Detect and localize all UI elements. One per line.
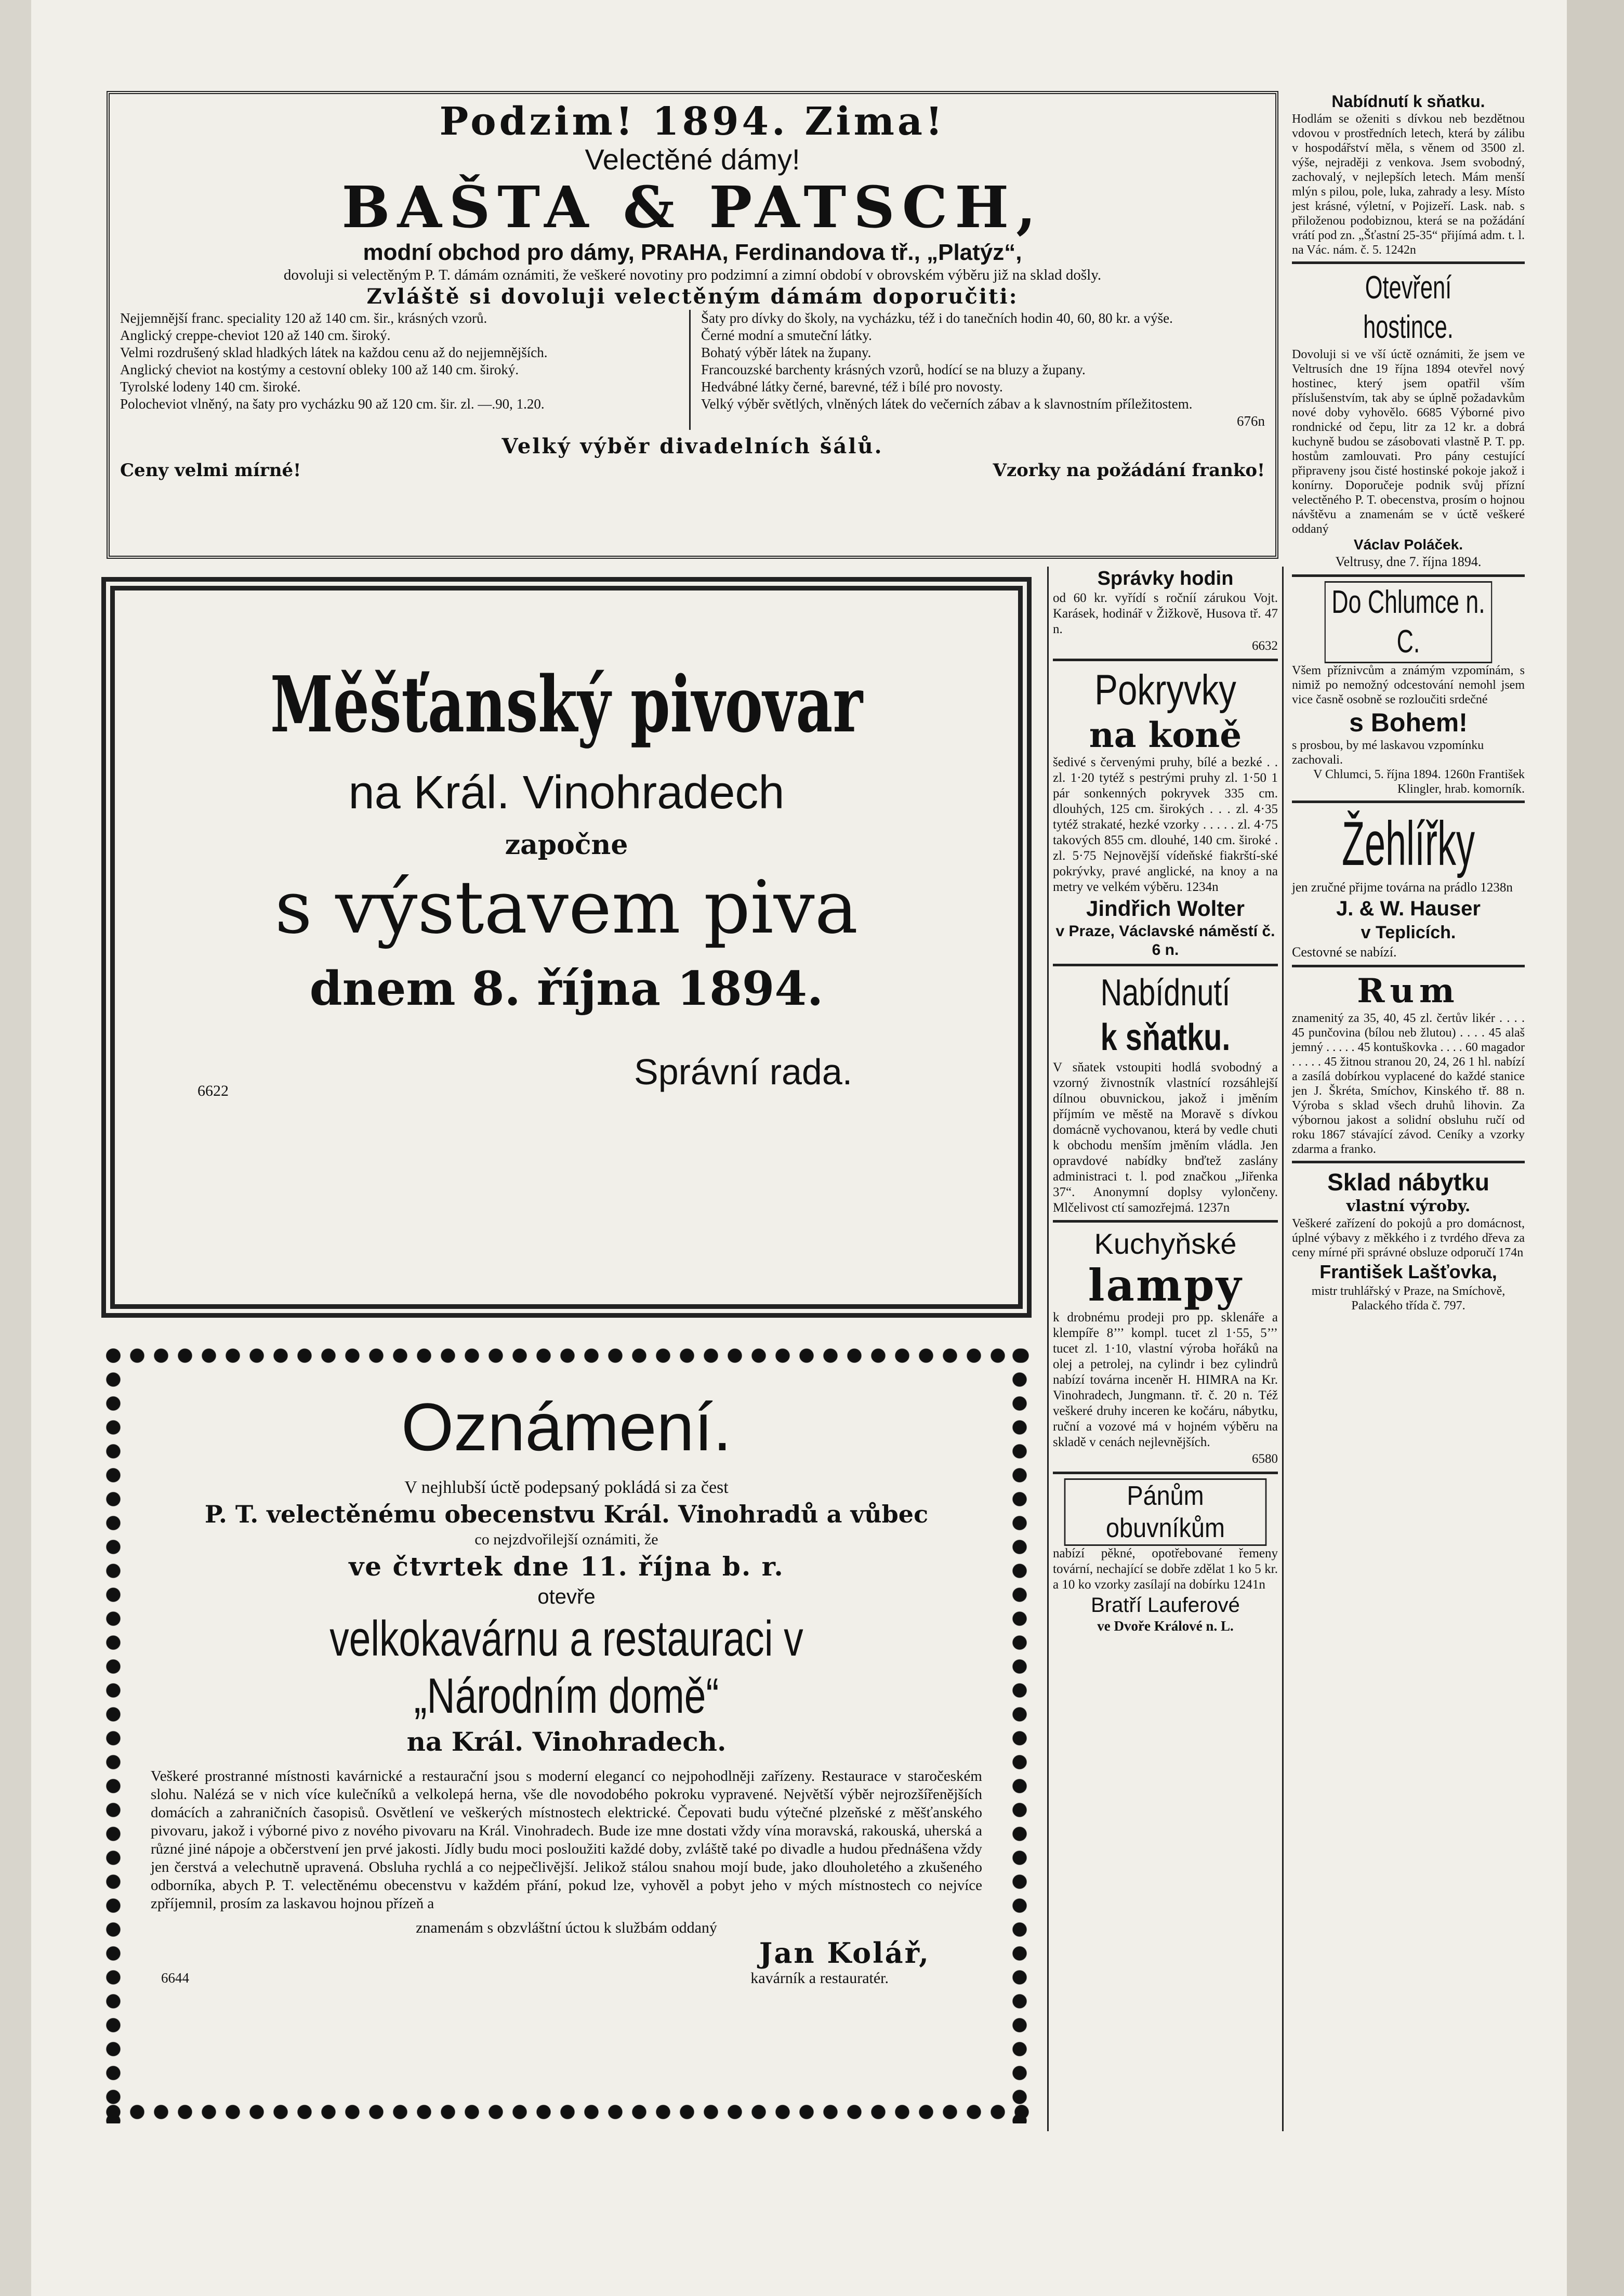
chlumec-text: Všem příznivcům a známým vzpomínám, s nimiž po nemožný odcestování nemohl jsem vice časně osobně se rozloučiti srdečné <box>1292 664 1525 706</box>
season-header: Podzim! 1894. Zima! <box>439 99 946 144</box>
rum-text: znamenitý za 35, 40, 45 zl. čertův likér . . . . 45 punčovina (bílou neb žlutou) . . . . 45 alaš jemný . . . . . 45 kontuškovka . . . . 60 magador . . . . . 45 žitnou stranou 20, 24, 26 1 hl. nabízí a zasílá dobírkou vyplacené do každé stanice jen J. Škréta, Smíchov, Kinského tř. 88 n. Výroba s sklad všech druhů lihovin. Za výbornou jakost a solidní obsluhu ručí od roku 1867 stávající závod. Ceníky a vzorky zdarma a franko. <box>1292 1012 1525 1156</box>
firm-subtitle: modní obchod pro dámy, PRAHA, Ferdinandova tř., „Platýz“, <box>363 240 1022 265</box>
divider <box>1292 965 1525 967</box>
opens-word: otevře <box>537 1585 596 1608</box>
list-item: Polocheviot vlněný, na šaty pro vycházku 90 až 120 cm. šir. zl. —.90, 1.20. <box>120 396 545 412</box>
recommend-heading: Zvláště si dovoluji velectěným dámám doporučiti: <box>366 284 1019 309</box>
ironers-text: jen zručné přijme továrna na prádlo 1238n <box>1292 881 1513 895</box>
right-column <box>1289 91 1528 2129</box>
shoemakers-text: nabízí pěkné, opotřebované řemeny tovární, nechající se dobře zdělat 1 ko 5 kr. a 10 ko vzorky zasílají na dobírku 1241n <box>1053 1546 1278 1592</box>
furniture-address: mistr truhlářský v Praze, na Smíchově, Palackého třída č. 797. <box>1311 1284 1506 1313</box>
list-item: Anglický cheviot na kostýmy a cestovní obleky 100 až 140 cm. široký. <box>120 362 519 377</box>
items-columns <box>120 310 1265 430</box>
watch-repair-text: od 60 kr. vyřídí s ročníí zárukou Vojt. Karásek, hodinář v Žižkově, Husova tř. 47 n. <box>1053 591 1278 636</box>
brewery-place: na Král. Vinohradech <box>348 767 785 819</box>
brewery-title: Měšťanský pivovar <box>270 659 863 750</box>
list-item: Nejjemnější franc. speciality 120 až 140 cm. šir., krásných vzorů. <box>120 310 487 326</box>
chlumec-text-2: s prosbou, by mé laskavou vzpomínku zachovali. <box>1292 739 1484 767</box>
furniture-maker: František Lašťovka, <box>1319 1261 1497 1282</box>
signer-row <box>140 1970 993 1996</box>
brewery-signature: Správní rada. <box>634 1052 853 1092</box>
brewery-code: 6622 <box>197 1082 229 1099</box>
list-item: Velmi rozdrušený sklad hladkých látek na každou cenu až do nejjemnějších. <box>120 345 548 360</box>
divider <box>1053 1220 1278 1223</box>
ironers-title: Žehlířky <box>1341 809 1475 878</box>
ad-brewery <box>156 632 977 1263</box>
blankets-title: Pokryvky <box>1094 666 1236 714</box>
divider <box>1292 801 1525 803</box>
brewery-footer <box>156 1020 977 1108</box>
ironers-place: v Teplicích. <box>1361 923 1456 942</box>
announcement-body: Veškeré prostranné místnosti kavárnické a restaurační jsou s moderní elegancí co nejpohodlněji zařízeny. Restaurace v staročeském slohu. Nalézá se v nich více kulečníků a velkolepá herna, vše dle novodobého pokroku vypravené. Největší výběr nejrozšířenějších domácích a zahraničních časopisů. Osvětlení ve veškerých místnostech elektrické. Čepovati budu výtečné plzeňské z měšťanského pivovaru, jakož i výborné pivo z nového pivovaru na Král. Vinohradech. Bude ize mne dostati vždy vína moravská, rakouská, uherská a různé jiné nápoje a občerstvení jen prvé jakosti. Jídly budu moci posloužiti každé doby, zvláště také po divadle a hudou přednášena vždy jen čerstvá a velechutně upravená. Obsluha rychlá a co nejpečlivější. Jelikož stálou snahou mojí bude, jako dlouholetého a zkušeného odborníka, abych P. T. velectěnému obecenstvu v každém přání, pokud lze, vyhověl a pobyt jeho v mých místnostech co nejvíce zpříjemnil, prosím za laskavou hojnou přízeň a <box>151 1768 982 1912</box>
greeting: Velectěné dámy! <box>585 143 800 176</box>
addressee-line: P. T. velectěnému obecenstvu Král. Vinohradů a vůbec <box>204 1500 929 1528</box>
closing-line: znamenám s obzvláštní úctou k službám oddaný <box>416 1919 717 1936</box>
signer-name: Jan Kolář, <box>759 1936 930 1970</box>
chlumec-title: Do Chlumce n. C. <box>1325 581 1493 663</box>
blankets-text: šedivé s červenými pruhy, bílé a bezké . . zl. 1·20 tytéž s pestrými pruhy zl. 1·50 1 pár sonkenných pokryvek 335 cm. dlouhých, 125 cm. širokých . . . zl. 4·35 tytéž strakaté, hezké vzorky . . . . . zl. 4·75 takových 855 cm. dlouhé, 140 cm. široké . zl. 5·75 Nejnovější vídeňské fiakrští-ské pokrývky, pravé anglické, na knoy a na metry ve velkém výběru. 1234n <box>1053 755 1278 894</box>
furniture-subtitle: vlastní výroby. <box>1346 1197 1471 1215</box>
dot-border-bottom <box>101 2100 1032 2124</box>
venue-place: na Král. Vinohradech. <box>406 1726 727 1757</box>
divider <box>1292 1161 1525 1163</box>
list-item: Francouzské barchenty krásných vzorů, hodící se na bluzy a župany. <box>701 362 1086 377</box>
list-item: Šaty pro dívky do školy, na vycházku, též i do tanečních hodin 40, 60, 80 kr. a výše. <box>701 310 1173 326</box>
shoemakers-place: ve Dvoře Králové n. L. <box>1097 1618 1234 1634</box>
left-items <box>120 310 691 430</box>
inn-title: Otevření hostince. <box>1363 270 1454 345</box>
divider <box>1053 964 1278 966</box>
farewell: s Bohem! <box>1349 708 1468 737</box>
divider <box>1053 659 1278 661</box>
watch-repair-title: Správky hodin <box>1097 568 1234 589</box>
lamps-text: k drobnému prodeji pro pp. sklenáře a klempíře 8’’’ kompl. tucet zl 1·55, 5’’’ tucet zl. 1·10, vlastní výroba hořáků na olej a petrolej, na cylindr i bez cylindrů nabízí továrna inceněr H. HIMRA na Kr. Vinohradech, Jungmann. tř. č. 20 n. Též veškeré druhy inceren ke kočáru, nábytku, ruční a vozové má v hojném výběru na skladě v cenách nejlevnějších. <box>1053 1310 1278 1449</box>
inn-owner: Václav Poláček. <box>1353 536 1463 553</box>
opening-date: ve čtvrtek dne 11. října b. r. <box>349 1551 784 1582</box>
divider <box>1292 261 1525 264</box>
prices-note: Ceny velmi mírné! <box>120 460 301 481</box>
furniture-text: Veškeré zařízení do pokojů a pro domácnost, úplné výbavy z měkkého i z tvrdého dřeva za ceny mírné při správné obsluze odporučí 174n <box>1292 1217 1525 1259</box>
lamps-title: Kuchyňské <box>1094 1227 1237 1260</box>
marriage-title: Nabídnutí k sňatku. <box>1331 92 1485 111</box>
marriage-text: Hodlám se oženiti s dívkou neb bezdětnou vdovou v prostředních letech, která by zálibu v hospodářství měla, s věnem od 3500 zl. výše, nejraději z venkova. Jsem svobodný, zachovalý, v nejlepších letech. Mám menší mlýn s pilou, pole, luka, zahrady a lesy. Místo jest krásné, výletní, v Pojizeří. Lask. nab. s přiloženou podobiznou, která se na požádání vrátí pod zn. „Šťastní 25-35“ přijímá adm. t. l. na Vác. nám. č. 5. 1242n <box>1292 112 1525 257</box>
inn-text: Dovoluji si ve vší úctě oznámiti, že jsem ve Veltrusích dne 19 října 1894 otevřel nový hostinec, který jsem opatřil vším příslušenstvím, tak aby se úplně požadavkům nové doby vyhovělo. 6685 Výborné pivo rondnické od čepu, litr za 12 kr. a dobrá kuchyně budou se zásobovati vlastně P. T. pp. hostům zamlouvati. Pro pány cestující připraveny jsou čisté hostinské pokoje jakož i konírny. Doporučeje podnik svůj přízní velectěného P. T. obecenstva, prosím o hojnou návštěvu a znamenám se v úctě veškeré oddaný <box>1292 348 1525 536</box>
list-item: Velký výběr světlých, vlněných látek do večerních zábav a k slavnostním příležitostem. <box>701 396 1193 412</box>
furniture-title: Sklad nábytku <box>1327 1169 1489 1196</box>
ad-kolar <box>140 1377 993 2095</box>
middle-column <box>1047 567 1284 2131</box>
marriage-offer-title: Nabídnutí <box>1100 972 1231 1014</box>
page-edge <box>1567 0 1624 2296</box>
wolter-name: Jindřich Wolter <box>1086 896 1245 921</box>
list-item: Černé modní a smuteční látky. <box>701 327 872 343</box>
ad-code: 6644 <box>161 1970 189 1986</box>
rum-title: Rum <box>1357 972 1460 1011</box>
dot-border-right <box>1008 1344 1032 2123</box>
announcement-title: Oznámení. <box>401 1389 732 1465</box>
theatre-shawls: Velký výběr divadelních šálů. <box>501 434 883 458</box>
brewery-line: s výstavem piva <box>274 865 859 950</box>
ad-code: 6580 <box>1252 1452 1278 1466</box>
chlumec-signature: V Chlumci, 5. října 1894. 1260n František Klingler, hrab. komorník. <box>1313 768 1525 796</box>
ad-basta-patsch <box>107 91 1278 559</box>
ad-code: 6632 <box>1252 639 1278 653</box>
blankets-subtitle: na koně <box>1089 715 1242 755</box>
wolter-address: v Praze, Václavské náměstí č. 6 n. <box>1055 923 1275 959</box>
marriage-offer-subtitle: k sňatku. <box>1100 1017 1231 1058</box>
intro-text: dovoluji si velectěným P. T. dámám oznámiti, že veškeré novotiny pro podzimní a zimní období v obrovském výběru již na sklad došly. <box>283 267 1102 283</box>
list-item: Hedvábné látky černé, barevné, též i bílé pro novosty. <box>701 379 1003 395</box>
list-item: Bohatý výběr látek na župany. <box>701 345 872 360</box>
divider <box>1053 1472 1278 1474</box>
list-item: Anglický creppe-cheviot 120 až 140 cm. široký. <box>120 327 391 343</box>
lamps-subtitle: lampy <box>1088 1259 1243 1311</box>
list-item: Tyrolské lodeny 140 cm. široké. <box>120 379 301 395</box>
brewery-starts: započne <box>505 829 628 861</box>
venue-line: velkokavárnu a restauraci v „Národním domě“ <box>329 1611 803 1724</box>
right-items <box>701 310 1265 430</box>
shoemakers-title: Pánům obuvníkům <box>1064 1478 1267 1546</box>
marriage-offer-text: V sňatek vstoupiti hodlá svobodný a vzorný živnostník vlastnící rozsáhlejší dílnou obuvnickou, jakož i jměním příjmím ve městě na Moravě s dívkou domácně vychovanou, která by vedle chuti k obchodu menším jměním vládla. Jen opravdové nabídky bnďtež zaslány administraci t. l. pod značkou „Jiřenka 37“. Anonymní doplsy vylončeny. Mlčelivost ctí samozřejmá. 1237n <box>1053 1060 1278 1215</box>
intro-line: V nejhlubší úctě podepsaný pokládá si za čest <box>404 1478 729 1497</box>
samples-note: Vzorky na požádání franko! <box>993 460 1265 481</box>
ad-footer <box>120 460 1265 481</box>
ironers-firm: J. & W. Hauser <box>1336 897 1481 920</box>
dot-border-left <box>101 1344 125 2123</box>
ad-code: 676n <box>1237 413 1265 429</box>
dot-border-top <box>101 1344 1032 1368</box>
inn-date: Veltrusy, dne 7. října 1894. <box>1335 554 1482 569</box>
ironers-note: Cestovné se nabízí. <box>1292 944 1397 960</box>
divider <box>1292 574 1525 577</box>
brewery-date: dnem 8. října 1894. <box>309 961 824 1016</box>
signer-role: kavárník a restauratér. <box>750 1970 889 1987</box>
intro-line-2: co nejzdvořilejší oznámiti, že <box>474 1531 658 1548</box>
shoemakers-firm: Bratří Lauferové <box>1091 1594 1240 1617</box>
firm-name: BAŠTA & PATSCH, <box>341 174 1044 241</box>
